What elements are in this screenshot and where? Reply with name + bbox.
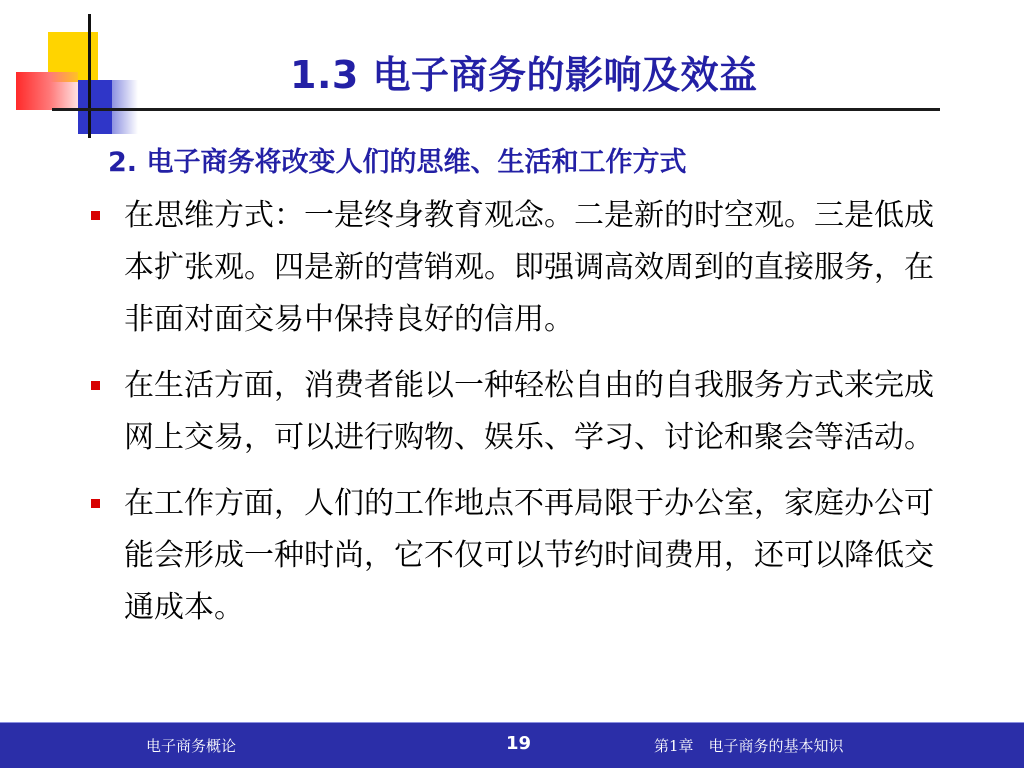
bullet-square-icon bbox=[91, 381, 100, 390]
footer-course-name: 电子商务概论 bbox=[146, 737, 237, 755]
logo-blue-fade bbox=[112, 80, 138, 134]
bullet-item-life bbox=[86, 360, 956, 464]
title-underline bbox=[52, 108, 940, 111]
logo-blue-square bbox=[78, 80, 112, 134]
bullet-list bbox=[86, 190, 956, 648]
bullet-square-icon bbox=[91, 499, 100, 508]
bullet-text: 在生活方面，消费者能以一种轻松自由的自我服务方式来完成网上交易，可以进行购物、娱乐、学习、讨论和聚会等活动。 bbox=[124, 368, 934, 455]
footer-bar bbox=[0, 722, 1024, 768]
bullet-item-work bbox=[86, 478, 956, 634]
bullet-square-icon bbox=[91, 211, 100, 220]
slide-title: 1.3 电子商务的影响及效益 bbox=[290, 53, 758, 97]
section-subtitle: 2. 电子商务将改变人们的思维、生活和工作方式 bbox=[108, 147, 687, 178]
bullet-item-thinking bbox=[86, 190, 956, 346]
bullet-text: 在思维方式：一是终身教育观念。二是新的时空观。三是低成本扩张观。四是新的营销观。即强调高效周到的直接服务，在非面对面交易中保持良好的信用。 bbox=[124, 198, 934, 337]
logo-vertical-line bbox=[88, 14, 91, 138]
footer-page-number: 19 bbox=[506, 733, 532, 754]
bullet-text: 在工作方面，人们的工作地点不再局限于办公室，家庭办公可能会形成一种时尚，它不仅可以节约时间费用，还可以降低交通成本。 bbox=[124, 486, 934, 625]
footer-chapter: 第1章 电子商务的基本知识 bbox=[654, 737, 844, 755]
logo-red-bar bbox=[16, 72, 78, 110]
